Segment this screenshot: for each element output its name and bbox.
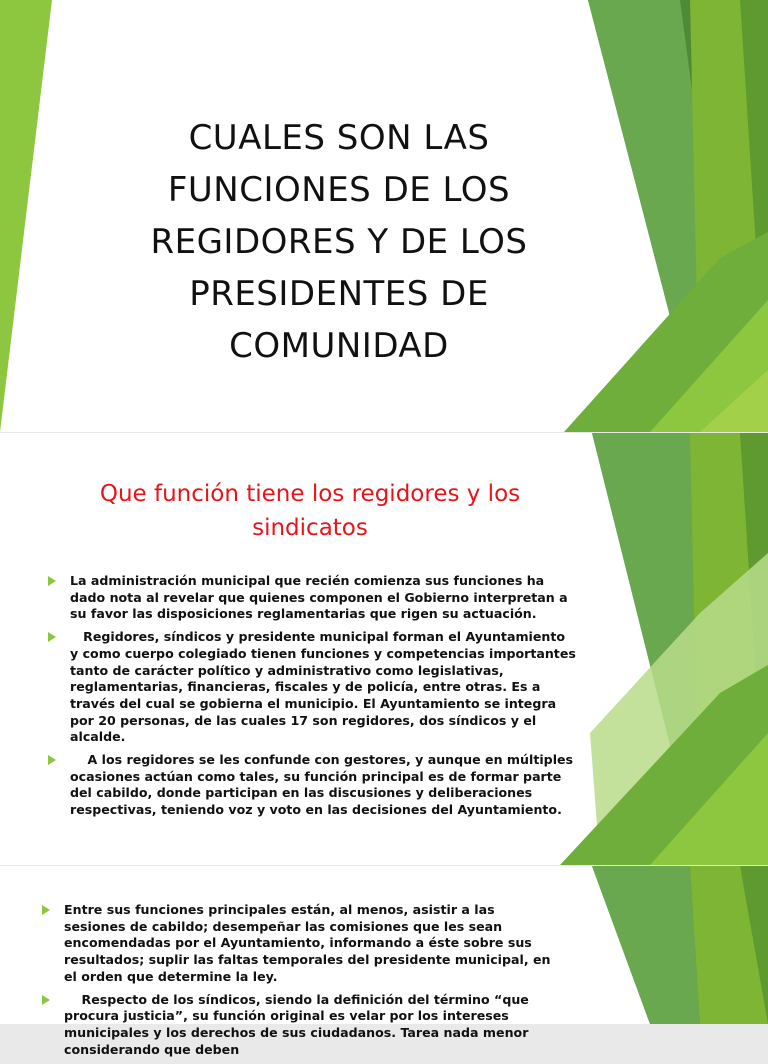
bullet-arrow-icon [42,995,50,1005]
bullet-item [40,902,560,986]
bullet-arrow-icon [42,905,50,915]
bullet-text: Entre sus funciones principales están, al menos, asistir a las sesiones de cabildo; desempeñar las comisiones que les sean encomendadas por el Ayuntamiento, informando a éste sobre sus resultados; suplir las faltas temporales del presidente municipal, en el orden que determine la ley. [64,902,551,984]
bullet-list [40,902,560,1064]
bullet-item [46,629,581,746]
bullet-text: La administración municipal que recién comienza sus funciones ha dado nota al revelar que quienes componen el Gobierno interpretan a su favor las disposiciones reglamentarias que rigen su actuación. [70,573,568,622]
bullet-arrow-icon [48,576,56,586]
bullet-text: Regidores, síndicos y presidente municipal forman el Ayuntamiento y como cuerpo colegiado tienen funciones y competencias importantes tanto de carácter político y administrativo como legislativas, reglamentarias, financieras, fiscales y de policía, entre otras. Es a través del cual se gobierna el municipio. El Ayuntamiento se integra por 20 personas, de las cuales 17 son regidores, dos síndicos y el alcalde. [70,629,581,745]
bullet-arrow-icon [48,632,56,642]
bullet-text: Respecto de los síndicos, siendo la definición del término “que procura justicia”, su función original es velar por los intereses municipales y los derechos de sus ciudadanos. Tarea nada menor considerando que deben [64,991,534,1057]
bullet-item [40,992,560,1059]
bullet-text: A los regidores se les confunde con gestores, y aunque en múltiples ocasiones actúan como tales, su función principal es de formar parte del cabildo, donde participan en las discusiones y deliberaciones respectivas, teniendo voz y voto en las decisiones del Ayuntamiento. [70,752,578,818]
slide-3 [0,866,768,1057]
slide-2 [0,433,768,865]
slide-title: CUALES SON LAS FUNCIONES DE LOS REGIDORES Y DE LOS PRESIDENTES DE COMUNIDAD [150,118,528,366]
bullet-item [46,573,576,623]
slide-title: Que función tiene los regidores y los sindicatos [99,481,521,541]
bullet-item [46,752,576,819]
bullet-arrow-icon [48,755,56,765]
bullet-list [46,573,581,825]
slide-1 [0,0,768,432]
